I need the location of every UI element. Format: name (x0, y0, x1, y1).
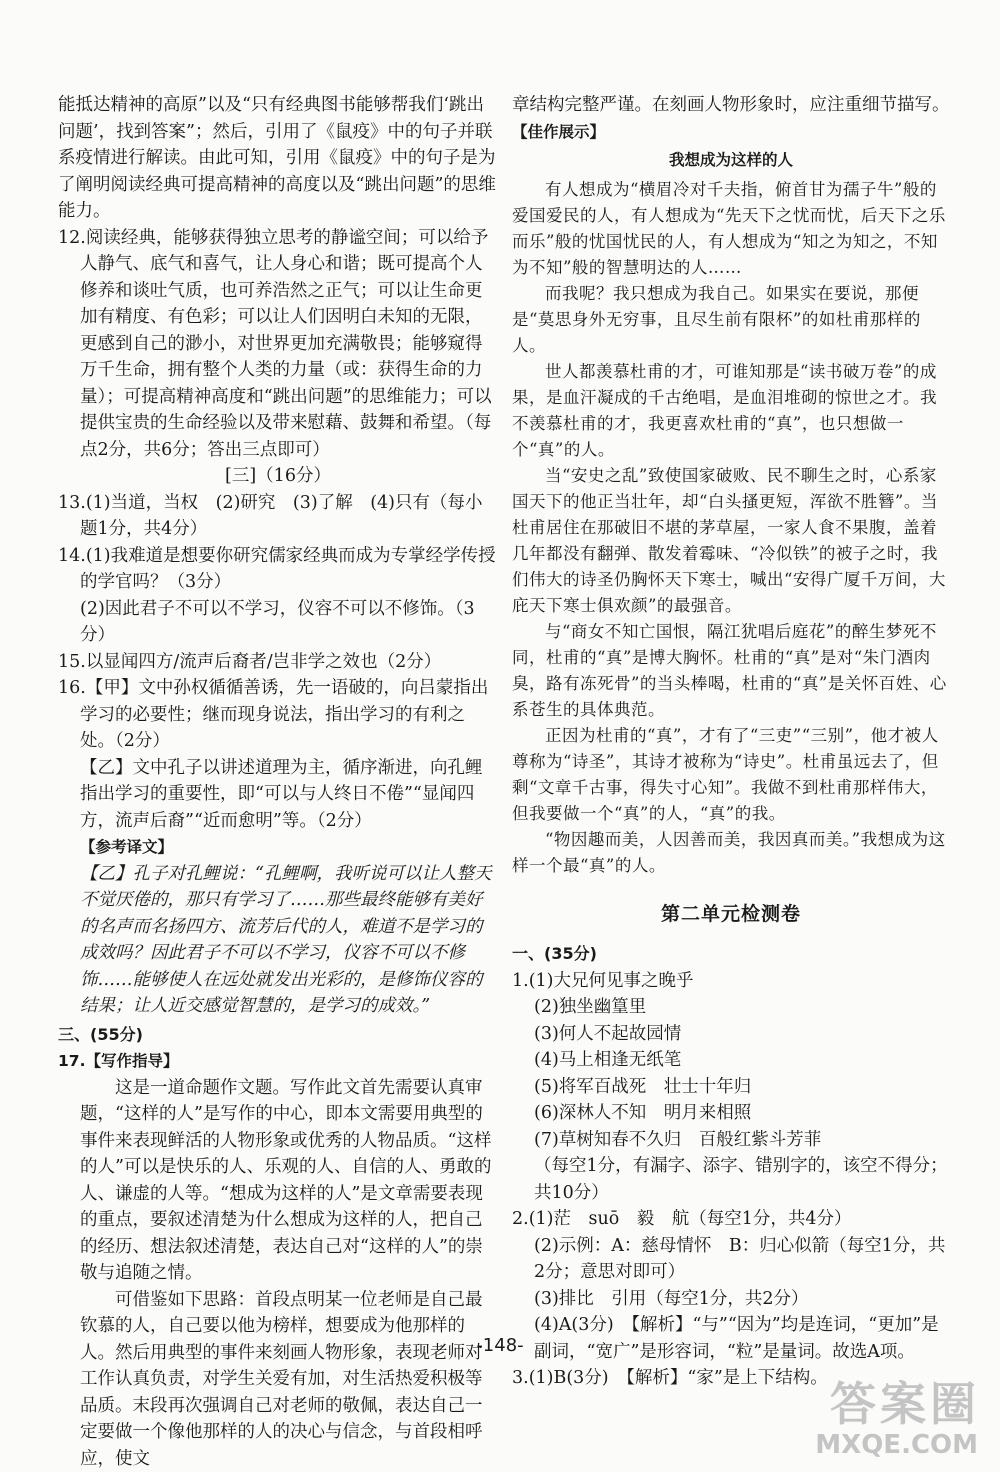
model-essay-label: 【佳作展示】 (512, 119, 950, 146)
section-1-heading: 一、(35分) (512, 941, 950, 968)
answer-2-3: (3)排比 引用（每空1分，共2分） (512, 1286, 950, 1313)
answer-2-2: (2)示例：A：慈母情怀 B：归心似箭（每空1分，共2分；意思对即可） (512, 1233, 950, 1286)
answer-1-4: (4)马上相逢无纸笔 (512, 1047, 950, 1074)
answer-1-2: (2)独坐幽篁里 (512, 994, 950, 1021)
writing-guide-paragraph-1: 这是一道命题作文题。写作此文首先需要认真审题，“这样的人”是写作的中心，即本文需要用典型的事件来表现鲜活的人物形象或优秀的人物品质。“这样的人”可以是快乐的人、乐观的人、自信的人、勇敢的人、谦虚的人等。“想成为这样的人”是文章需要表现的重点，要叙述清楚为什么想成为这样的人，把自己的经历、想法叙述清楚，表达自己对“这样的人”的崇敬与追随之情。 (58, 1075, 498, 1287)
answer-16-jia: 16.【甲】文中孙权循循善诱，先一语破的，向吕蒙指出学习的必要性；继而现身说法，指出学习的有利之处。（2分） (58, 675, 498, 755)
reference-translation-label: 【参考译文】 (58, 834, 498, 861)
right-column (512, 92, 950, 1392)
watermark-logo: 答案圈 (830, 1368, 980, 1434)
section-3-heading: 三、(55分) (58, 1022, 498, 1049)
answer-1-7: (7)草树知春不久归 百般红紫斗芳菲 (512, 1127, 950, 1154)
answer-14-2: (2)因此君子不可以不学习，仪容不可以不修饰。（3分） (58, 596, 498, 649)
answer-1-1: 1.(1)大兄何见事之晚乎 (512, 968, 950, 995)
page-number: -148- (0, 1335, 1000, 1356)
left-column (58, 92, 498, 1472)
essay-paragraph-5: 与“商女不知亡国恨，隔江犹唱后庭花”的醉生梦死不同，杜甫的“真”是博大胸怀。杜甫的“真”是对“朱门酒肉臭，路有冻死骨”的当头棒喝，杜甫的“真”是关怀百姓、心系苍生的具体典范。 (512, 619, 950, 723)
essay-paragraph-7: “物因趣而美，人因善而美，我因真而美。”我想成为这样一个最“真”的人。 (512, 827, 950, 879)
answer-1-note: （每空1分，有漏字、添字、错别字的，该空不得分；共10分） (512, 1153, 950, 1206)
answer-1-5: (5)将军百战死 壮士十年归 (512, 1074, 950, 1101)
answer-14-1: 14.(1)我难道是想要你研究儒家经典而成为专掌经学传授的学官吗？（3分） (58, 543, 498, 596)
answer-1-3: (3)何人不起故园情 (512, 1021, 950, 1048)
subsection-3-heading: [三]（16分） (58, 463, 498, 490)
answer-2-4: (4)A(3分) 【解析】“与”“因为”均是连词，“更加”是副词，“宽广”是形容词，“粒”是量词。故选A项。 (512, 1312, 950, 1365)
answer-3-1: 3.(1)B(3分) 【解析】“家”是上下结构。 (512, 1365, 950, 1392)
answer-2-1: 2.(1)茫 suō 毅 航（每空1分，共4分） (512, 1206, 950, 1233)
essay-paragraph-6: 正因为杜甫的“真”，才有了“三吏”“三别”，他才被人尊称为“诗圣”，其诗才被称为“诗史”。杜甫虽远去了，但剩“文章千古事，得失寸心知”。我做不到杜甫那样伟大，但我要做一个“真”的人，“真”的我。 (512, 723, 950, 827)
answer-12: 12.阅读经典，能够获得独立思考的静谧空间；可以给予人静气、底气和喜气，让人身心和谐；既可提高个人修养和谈吐气质，也可养浩然之正气；可以让生命更加有精度、有色彩；可以让人们因明白未知的无限，更感到自己的渺小，对世界更加充满敬畏；能够窥得万千生命，拥有整个人类的力量（或：获得生命的力量）；可提高精神高度和“跳出问题”的思维能力；可以提供宝贵的生命经验以及带来慰藉、鼓舞和希望。（每点2分，共6分；答出三点即可） (58, 225, 498, 464)
answer-15: 15.以显闻四方/流声后裔者/岂非学之效也（2分） (58, 649, 498, 676)
essay-paragraph-4: 当“安史之乱”致使国家破败、民不聊生之时，心系家国天下的他正当壮年，却“白头搔更短，浑欲不胜簪”。当杜甫居住在那破旧不堪的茅草屋，一家人食不果腹，盖着几年都没有翻弹、散发着霉味、“冷似铁”的被子之时，我们伟大的诗圣仍胸怀天下寒士，喊出“安得广厦千万间，大庇天下寒士俱欢颜”的最强音。 (512, 463, 950, 619)
writing-guide-paragraph-2: 可借鉴如下思路：首段点明某一位老师是自己最钦慕的人，自己要以他为榜样，想要成为他那样的人。然后用典型的事件来刻画人物形象，表现老师对工作认真负责，对学生关爱有加，对生活热爱积极等品质。末段再次强调自己对老师的敬佩，表达自己一定要做一个像他那样的人的决心与信念，与首段相呼应，使文 (58, 1287, 498, 1472)
essay-paragraph-3: 世人都羡慕杜甫的才，可谁知那是“读书破万卷”的成果，是血汗凝成的千古绝唱，是血泪堆砌的惊世之才。我不羡慕杜甫的才，我更喜欢杜甫的“真”，也只想做一个“真”的人。 (512, 359, 950, 463)
unit-2-test-title: 第二单元检测卷 (512, 901, 950, 928)
answer-13: 13.(1)当道，当权 (2)研究 (3)了解 (4)只有（每小题1分，共4分） (58, 490, 498, 543)
essay-paragraph-1: 有人想成为“横眉冷对千夫指，俯首甘为孺子牛”般的爱国爱民的人，有人想成为“先天下之忧而忧，后天下之乐而乐”般的忧国忧民的人，有人想成为“知之为知之，不知为不知”般的智慧明达的人…… (512, 177, 950, 281)
writing-guide-label: 17.【写作指导】 (58, 1048, 498, 1075)
watermark-url: MXQE.COM (815, 1430, 978, 1460)
intro-paragraph: 能抵达精神的高原”以及“只有经典图书能够帮我们‘跳出问题’，找到答案”；然后，引用了《鼠疫》中的句子并联系疫情进行解读。由此可知，引用《鼠疫》中的句子是为了阐明阅读经典可提高精神的高度以及“跳出问题”的思维能力。 (58, 92, 498, 225)
essay-paragraph-2: 而我呢？我只想成为我自己。如果实在要说，那便是“莫思身外无穷事，且尽生前有限杯”的如杜甫那样的人。 (512, 281, 950, 359)
model-essay (512, 177, 950, 879)
writing-guide-continued: 章结构完整严谨。在刻画人物形象时，应注重细节描写。 (512, 92, 950, 119)
essay-title: 我想成为这样的人 (512, 147, 950, 174)
answer-1-6: (6)深林人不知 明月来相照 (512, 1100, 950, 1127)
reference-translation-text: 【乙】孔子对孔鲤说：“孔鲤啊，我听说可以让人整天不觉厌倦的，那只有学习了……那些最终能够有美好的名声而名扬四方、流芳后代的人，难道不是学习的成效吗？因此君子不可以不学习，仪容不可以不修饰……能够使人在远处就发出光彩的，是修饰仪容的结果；让人近交感觉智慧的，是学习的成效。” (58, 861, 498, 1020)
answer-16-yi: 【乙】文中孔子以讲述道理为主，循序渐进，向孔鲤指出学习的重要性，即“可以与人终日不倦”“显闻四方，流声后裔”“近而愈明”等。（2分） (58, 755, 498, 835)
